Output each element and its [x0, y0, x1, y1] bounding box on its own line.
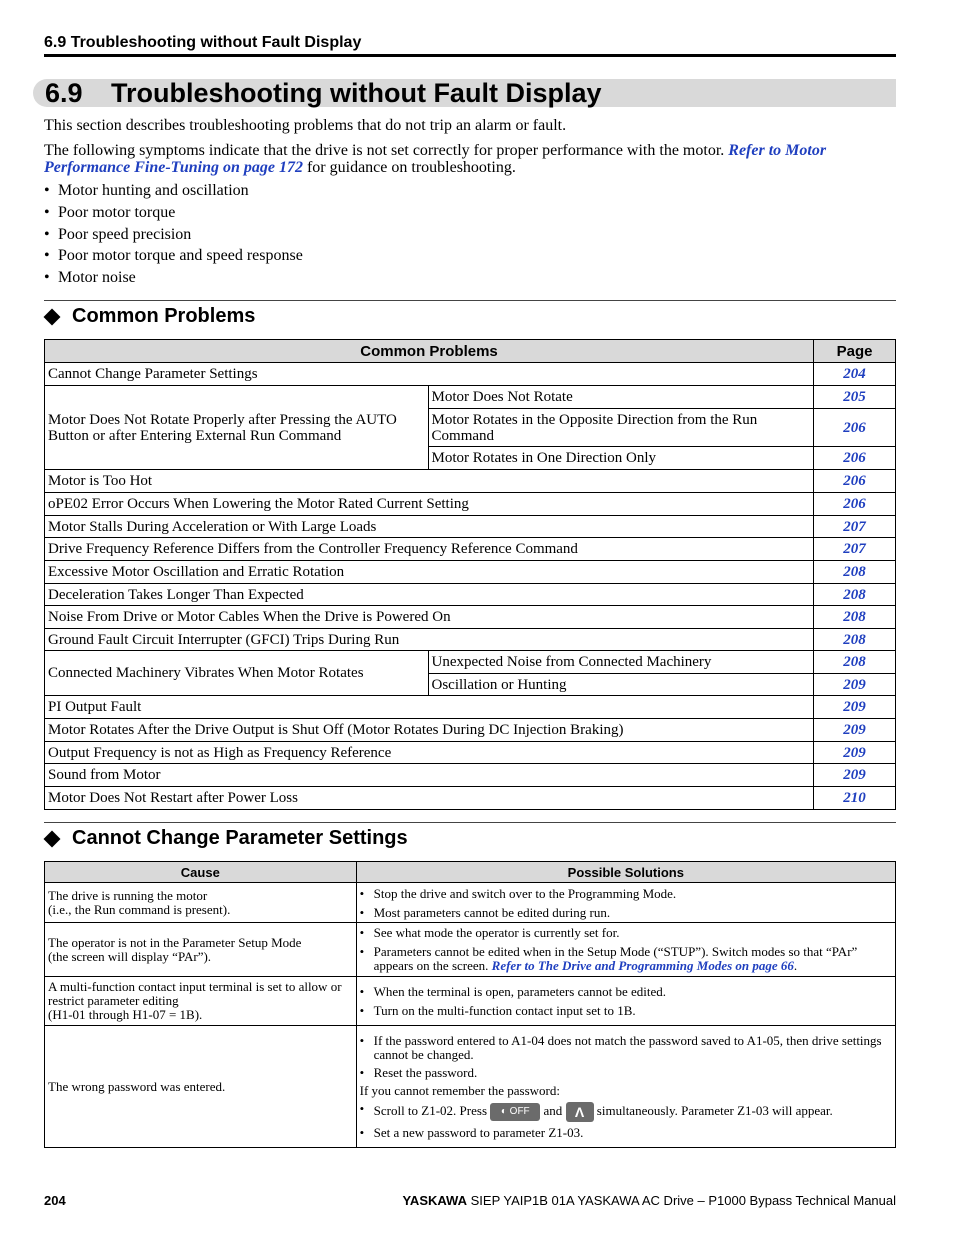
table-row [45, 629, 896, 651]
table-row [45, 787, 896, 810]
page-link[interactable]: 206 [814, 447, 896, 470]
solution-text: and [543, 1102, 563, 1118]
page-link[interactable]: 207 [814, 538, 896, 561]
solution-text-end: . [793, 958, 798, 973]
page-link[interactable]: 208 [814, 651, 896, 674]
solution-text: Scroll to Z1-02. Press [373, 1102, 488, 1118]
cause-text: (the screen will display “PAr”). [48, 948, 212, 964]
col-header-problems: Common Problems [45, 340, 814, 363]
table-header-row [45, 862, 896, 883]
diamond-icon [44, 830, 61, 847]
table-row [45, 584, 896, 606]
table-row [45, 363, 896, 386]
solution-item [360, 1102, 892, 1122]
problem-cell: Motor is Too Hot [45, 470, 814, 493]
page-link[interactable]: 209 [814, 696, 896, 719]
cause-cell [45, 923, 357, 977]
up-arrow-key-icon: Λ [566, 1102, 594, 1122]
fine-tuning-link[interactable]: Refer to Motor Performance Fine-Tuning on page 172 [44, 142, 827, 176]
table-row [45, 883, 896, 923]
intro-paragraph-2 [44, 142, 896, 176]
page-link[interactable]: 206 [814, 470, 896, 493]
cannot-change-table [44, 861, 896, 1148]
solution-cell [356, 977, 895, 1026]
problem-cell: Excessive Motor Oscillation and Erratic Rotation [45, 561, 814, 584]
solution-cell [356, 1026, 895, 1148]
solution-item: • Stop the drive and switch over to the Programming Mode. [360, 884, 892, 903]
table-row [45, 561, 896, 584]
list-item: • Motor hunting and oscillation [44, 180, 303, 202]
programming-modes-link[interactable]: Refer to The Drive and Programming Modes on page 66 [491, 958, 794, 973]
sub-problem-cell: Motor Does Not Rotate [428, 386, 814, 409]
page-link[interactable]: 209 [814, 742, 896, 764]
cause-text: A multi-function contact input terminal is set to allow or restrict parameter editing [48, 979, 342, 1008]
solution-item: • Turn on the multi-function contact input set to 1B. [360, 1001, 892, 1020]
table-row [45, 651, 896, 674]
table-row [45, 606, 896, 629]
common-problems-table [44, 339, 896, 810]
problem-cell: Deceleration Takes Longer Than Expected [45, 584, 814, 606]
table-row [45, 764, 896, 787]
page-link[interactable]: 209 [814, 764, 896, 787]
solution-item: • Most parameters cannot be edited during run. [360, 903, 892, 922]
solution-cell [356, 923, 895, 977]
page-link[interactable]: 208 [814, 561, 896, 584]
problem-cell: Motor Stalls During Acceleration or With Large Loads [45, 516, 814, 538]
problem-cell: Motor Rotates After the Drive Output is Shut Off (Motor Rotates During DC Injection Braking) [45, 719, 814, 742]
solution-item: • Set a new password to parameter Z1-03. [360, 1126, 892, 1140]
table-row [45, 923, 896, 977]
table-row [45, 696, 896, 719]
section-banner [33, 79, 896, 107]
page-number: 204 [44, 1193, 66, 1208]
problem-cell: oPE02 Error Occurs When Lowering the Motor Rated Current Setting [45, 493, 814, 516]
page-link[interactable]: 205 [814, 386, 896, 409]
sub-problem-cell: Motor Rotates in One Direction Only [428, 447, 814, 470]
list-item: • Poor motor torque and speed response [44, 245, 303, 267]
problem-cell: Drive Frequency Reference Differs from the Controller Frequency Reference Command [45, 538, 814, 561]
cause-text: The drive is running the motor [48, 887, 208, 903]
sub-problem-cell: Oscillation or Hunting [428, 674, 814, 696]
solution-note: If you cannot remember the password: [359, 1082, 560, 1098]
table-row [45, 470, 896, 493]
page-link[interactable]: 210 [814, 787, 896, 810]
table-row [45, 742, 896, 764]
page-link[interactable]: 206 [814, 409, 896, 447]
intro-paragraph-2-text: The following symptoms indicate that the drive is not set correctly for proper performance with the motor. [44, 142, 729, 159]
subsection-rule [44, 300, 896, 301]
col-header-cause: Cause [45, 862, 357, 883]
page-link[interactable]: 209 [814, 719, 896, 742]
sub-problem-cell: Unexpected Noise from Connected Machinery [428, 651, 814, 674]
table-header-row [45, 340, 896, 363]
page-link[interactable]: 209 [814, 674, 896, 696]
cause-cell [45, 883, 357, 923]
solution-cell [356, 883, 895, 923]
sub-problem-cell: Motor Rotates in the Opposite Direction from the Run Command [428, 409, 814, 447]
problem-group-cell: Motor Does Not Rotate Properly after Pressing the AUTO Button or after Entering External Run Command [45, 386, 429, 470]
list-item: • Poor motor torque [44, 202, 303, 224]
section-title: Troubleshooting without Fault Display [111, 78, 602, 108]
cause-cell [45, 977, 357, 1026]
table-row [45, 977, 896, 1026]
problem-cell: Ground Fault Circuit Interrupter (GFCI) Trips During Run [45, 629, 814, 651]
list-item: • Poor speed precision [44, 224, 303, 246]
intro-paragraph-2-end: for guidance on troubleshooting. [302, 159, 516, 176]
page-link[interactable]: 208 [814, 629, 896, 651]
footer-doc-info [402, 1193, 896, 1208]
solution-item [360, 945, 892, 973]
page-link[interactable]: 206 [814, 493, 896, 516]
page-link[interactable]: 207 [814, 516, 896, 538]
problem-cell: Cannot Change Parameter Settings [45, 363, 814, 386]
intro-paragraph-1: This section describes troubleshooting problems that do not trip an alarm or fault. [44, 117, 567, 134]
problem-cell: Sound from Motor [45, 764, 814, 787]
symptom-list [44, 180, 303, 289]
problem-cell: Noise From Drive or Motor Cables When the Drive is Powered On [45, 606, 814, 629]
col-header-solutions: Possible Solutions [356, 862, 895, 883]
page-link[interactable]: 204 [814, 363, 896, 386]
table-row [45, 719, 896, 742]
cannot-change-title: Cannot Change Parameter Settings [72, 827, 408, 849]
list-item: • Motor noise [44, 267, 303, 289]
diamond-icon [44, 308, 61, 325]
cause-text: (H1-01 through H1-07 = 1B). [48, 1007, 203, 1022]
problem-cell: Motor Does Not Restart after Power Loss [45, 787, 814, 810]
col-header-page: Page [814, 340, 896, 363]
table-row [45, 516, 896, 538]
cause-text: (i.e., the Run command is present). [48, 901, 231, 917]
table-row [45, 1026, 896, 1148]
page-link[interactable]: 208 [814, 584, 896, 606]
common-problems-title: Common Problems [72, 305, 256, 327]
off-key-label: OFF [509, 1105, 530, 1117]
solution-item: • See what mode the operator is currently set for. [360, 926, 892, 940]
cause-cell: The wrong password was entered. [45, 1026, 357, 1148]
table-row [45, 386, 896, 409]
solution-item: • When the terminal is open, parameters cannot be edited. [360, 982, 892, 1001]
footer-brand: YASKAWA [402, 1193, 467, 1208]
off-key-icon: ◐ OFF [490, 1103, 540, 1121]
problem-cell: PI Output Fault [45, 696, 814, 719]
common-problems-heading [44, 305, 255, 328]
cause-text: The operator is not in the Parameter Setup Mode [48, 934, 302, 950]
table-row [45, 538, 896, 561]
solution-item: • Reset the password. [360, 1066, 892, 1080]
problem-cell: Output Frequency is not as High as Frequency Reference [45, 742, 814, 764]
table-row [45, 493, 896, 516]
page-link[interactable]: 208 [814, 606, 896, 629]
section-number: 6.9 [45, 78, 83, 108]
running-header: 6.9 Troubleshooting without Fault Display [44, 34, 362, 51]
problem-group-cell: Connected Machinery Vibrates When Motor Rotates [45, 651, 429, 696]
header-rule [44, 54, 896, 57]
solution-text: simultaneously. Parameter Z1-03 will appear. [596, 1102, 833, 1118]
solution-item: • If the password entered to A1-04 does not match the password saved to A1-05, then drive settings cannot be changed. [360, 1034, 892, 1062]
cannot-change-heading [44, 827, 408, 850]
footer-doc-title: SIEP YAIP1B 01A YASKAWA AC Drive – P1000 Bypass Technical Manual [467, 1193, 896, 1208]
solution-text: Parameters cannot be edited when in the Setup Mode (“STUP”). Switch modes so that “PAr” appears on the screen. [373, 944, 858, 973]
subsection-rule [44, 822, 896, 823]
